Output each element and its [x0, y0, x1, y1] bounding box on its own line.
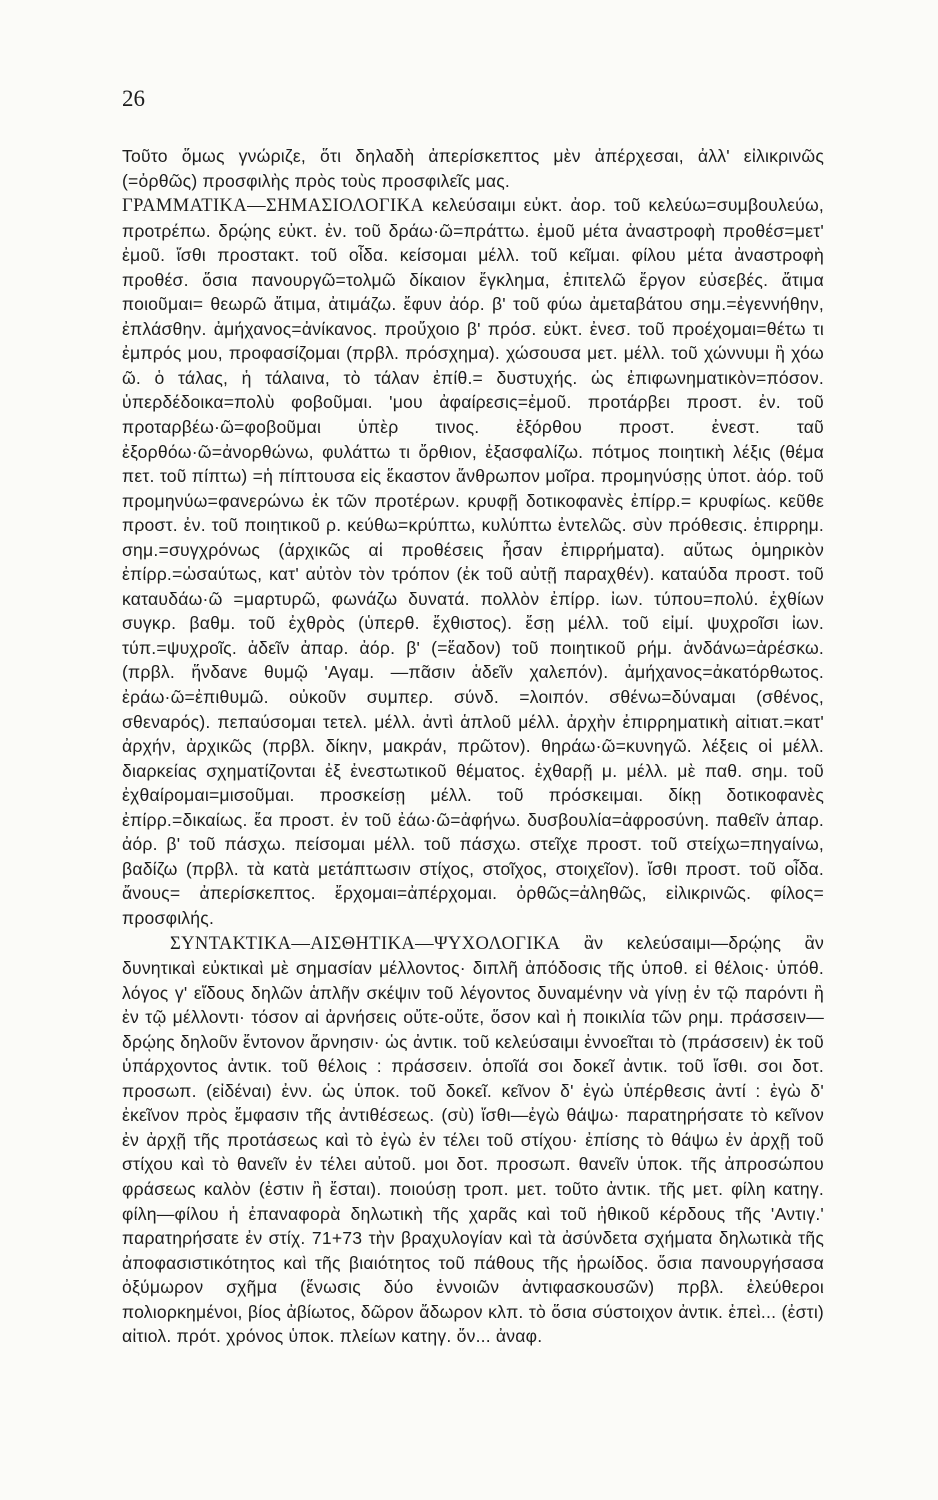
commentary-body [122, 144, 824, 1349]
grammar-section [122, 144, 824, 931]
lead-paragraph: Τοῦτο ὅμως γνώριζε, ὅτι δηλαδὴ ἀπερίσκεπτος μὲν ἀπέρχεσαι, ἀλλ' εἰλικρινῶς (=ὀρθῶς) προσφιλὴς πρὸς τοὺς προσφιλεῖς μας. [122, 146, 824, 191]
syntax-section [122, 931, 824, 1349]
grammar-heading: ΓΡΑΜΜΑΤΙΚΑ—ΣΗΜΑΣΙΟΛΟΓΙΚΑ [122, 196, 425, 217]
syntax-heading: ΣΥΝΤΑΚΤΙΚΑ—ΑΙΣΘΗΤΙΚΑ—ΨΥΧΟΛΟΓΙΚΑ [170, 933, 561, 954]
grammar-notes: κελεύσαιμι εὐκτ. ἀορ. τοῦ κελεύω=συμβουλεύω, προτρέπω. δρῴης εὐκτ. ἐν. τοῦ δράω·ῶ=πράττω. ἐμοῦ μέτα ἀναστροφὴ προθέσ=μετ' ἐμοῦ. ἴσθι προστακτ. τοῦ οἶδα. κείσομαι μέλλ. τοῦ κεῖμαι. φίλου μέτα ἀναστροφὴ προθέσ. ὅσια πανουργῶ=τολμῶ δίκαιον ἔγκλημα, ἐπιτελῶ ἔργον εὐσεβές. ἄτιμα ποιοῦμαι= θεωρῶ ἄτιμα, ἀτιμάζω. ἔφυν ἀόρ. β' τοῦ φύω ἀμεταβάτου σημ.=ἐγεννήθην, ἐπλάσθην. ἀμήχανος=ἀνίκανος. προὔχοιο β' πρόσ. εὐκτ. ἐνεσ. τοῦ προέχομαι=θέτω τι ἐμπρός μου, προφασίζομαι (πρβλ. πρόσχημα). χώσουσα μετ. μέλλ. τοῦ χώννυμι ἢ χόω ῶ. ὁ τάλας, ἡ τάλαινα, τὸ τάλαν ἐπίθ.= δυστυχής. ὡς ἐπιφωνηματικὸν=πόσον. ὑπερδέδοικα=πολὺ φοβοῦμαι. 'μου ἀφαίρεσις=ἐμοῦ. προτάρβει προστ. ἐν. τοῦ προταρβέω·ῶ=φοβοῦμαι ὑπὲρ τινος. ἐξόρθου προστ. ἐνεστ. ταῦ ἐξορθόω·ῶ=ἀνορθώνω, φυλάττω τι ὄρθιον, ἐξασφαλίζω. πότμος ποιητικὴ λέξις (θέμα πετ. τοῦ πίπτω) =ἡ πίπτουσα εἰς ἕκαστον ἄνθρωπον μοῖρα. προμηνύσῃς ὑποτ. ἀόρ. τοῦ προμηνύω=φανερώνω ἐκ τῶν προτέρων. κρυφῇ δοτικοφανὲς ἐπίρρ.= κρυφίως. κεῦθε προστ. ἐν. τοῦ ποιητικοῦ ρ. κεύθω=κρύπτω, κυλύπτω ἐντελῶς. σὺν πρόθεσις. ἐπιρρημ. σημ.=συγχρόνως (ἀρχικῶς αἱ προθέσεις ἦσαν ἐπιρρήματα). αὔτως ὁμηρικὸν ἐπίρρ.=ὡσαύτως, κατ' αὐτὸν τὸν τρόπον (ἐκ τοῦ αὐτῇ παραχθέν). καταύδα προστ. τοῦ καταυδάω·ῶ =μαρτυρῶ, φωνάζω δυνατά. πολλὸν ἐπίρρ. ἰων. τύπου=πολύ. ἐχθίων συγκρ. βαθμ. τοῦ ἐχθρὸς (ὑπερθ. ἔχθιστος). ἔσῃ μέλλ. τοῦ εἰμί. ψυχροῖσι ἰων. τύπ.=ψυχροῖς. ἁδεῖν ἀπαρ. ἀόρ. β' (=ἕαδον) τοῦ ποιητικοῦ ρήμ. ἁνδάνω=ἀρέσκω. (πρβλ. ἥνδανε θυμῷ 'Αγαμ. —πᾶσιν ἁδεῖν χαλεπόν). ἀμήχανος=ἀκατόρθωτος. ἐράω·ῶ=ἐπιθυμῶ. οὐκοῦν συμπερ. σύνδ. =λοιπόν. σθένω=δύναμαι (σθένος, σθεναρός). πεπαύσομαι τετελ. μέλλ. ἀντὶ ἁπλοῦ μέλλ. ἀρχὴν ἐπιρρηματικὴ αἰτιατ.=κατ' ἀρχήν, ἀρχικῶς (πρβλ. δίκην, μακράν, πρῶτον). θηράω·ῶ=κυνηγῶ. λέξεις οἱ μέλλ. διαρκείας σχηματίζονται ἐξ ἐνεστωτικοῦ θέματος. ἐχθαρῇ μ. μέλλ. μὲ παθ. σημ. τοῦ ἐχθαίρομαι=μισοῦμαι. προσκείσῃ μέλλ. τοῦ πρόσκειμαι. δίκῃ δοτικοφανὲς ἐπίρρ.=δικαίως. ἔα προστ. ἐν τοῦ ἐάω·ῶ=ἀφήνω. δυσβουλία=ἀφροσύνη. παθεῖν ἀπαρ. ἀόρ. β' τοῦ πάσχω. πείσομαι μέλλ. τοῦ πάσχω. στεῖχε προστ. τοῦ στείχω=πηγαίνω, βαδίζω (πρβλ. τὰ κατὰ μετάπτωσιν στίχος, στοῖχος, στοιχεῖον). ἴσθι προστ. τοῦ οἶδα. ἄνους= ἀπερίσκεπτος. ἔρχομαι=ἀπέρχομαι. ὀρθῶς=ἀληθῶς, εἰλικρινῶς. φίλος= προσφιλής. [122, 195, 825, 928]
page-number: 26 [122, 86, 145, 111]
syntax-notes: ἂν κελεύσαιμι—δρῴης ἂν δυνητικαὶ εὐκτικαὶ μὲ σημασίαν μέλλοντος· διπλῆ ἀπόδοσις τῆς ὑποθ. εἰ θέλοις· ὑπόθ. λόγος γ' εἴδους δηλῶν ἁπλῆν σκέψιν τοῦ λέγοντος δυναμένην νὰ γίνῃ ἐν τῷ παρόντι ἢ ἐν τῷ μέλλοντι· τόσον αἱ ἀρνήσεις οὔτε-οὔτε, ὅσον καὶ ἡ ποικιλία τῶν ρημ. πράσσειν—δρῴης δηλοῦν ἔντονον ἄρνησιν· ὡς ἀντικ. τοῦ κελεύσαιμι ἐννοεῖται τὸ (πράσσειν) ἐκ τοῦ ὑπάρχοντος ἀντικ. τοῦ θέλοις : πράσσειν. ὁποῖά σοι δοκεῖ ἀντικ. τοῦ ἴσθι. σοι δοτ. προσωπ. (εἰδέναι) ἐνν. ὡς ὑποκ. τοῦ δοκεῖ. κεῖνον δ' ἐγὼ ὑπέρθεσις ἀντί : ἐγὼ δ' ἐκεῖνον πρὸς ἔμφασιν τῆς ἀντιθέσεως. (σὺ) ἴσθι—ἐγὼ θάψω· παρατηρήσατε τὸ κεῖνον ἐν ἀρχῇ τῆς προτάσεως καὶ τὸ ἐγὼ ἐν τέλει τοῦ στίχου· ἐπίσης τὸ θάψω ἐν ἀρχῇ τοῦ στίχου καὶ τὸ θανεῖν ἐν τέλει αὐτοῦ. μοι δοτ. προσωπ. θανεῖν ὑποκ. τῆς ἀπροσώπου φράσεως καλὸν (ἐστιν ἢ ἔσται). ποιούσῃ τροπ. μετ. τοῦτο ἀντικ. τῆς μετ. φίλη κατηγ. φίλη—φίλου ἡ ἐπαναφορὰ δηλωτικὴ τῆς χαρᾶς καὶ τοῦ ἠθικοῦ κέρδους τῆς 'Αντιγ.' παρατηρήσατε ἐν στίχ. 71+73 τὴν βραχυλογίαν καὶ τὰ ἀσύνδετα σχήματα δηλωτικὰ τῆς ἀποφασιστικότητος καὶ τῆς βιαιότητος τοῦ πάθους τῆς ἡρωίδος. ὅσια πανουργήσασα ὀξύμωρον σχῆμα (ἕνωσις δύο ἐννοιῶν ἀντιφασκουσῶν) πρβλ. ἐλεύθεροι πολιορκημένοι, βίος ἀβίωτος, δῶρον ἄδωρον κλπ. τὸ ὅσια σύστοιχον ἀντικ. ἐπεὶ... (ἐστι) αἰτιολ. πρότ. χρόνος ὑποκ. πλείων κατηγ. ὄν... ἀναφ. [122, 932, 824, 1347]
